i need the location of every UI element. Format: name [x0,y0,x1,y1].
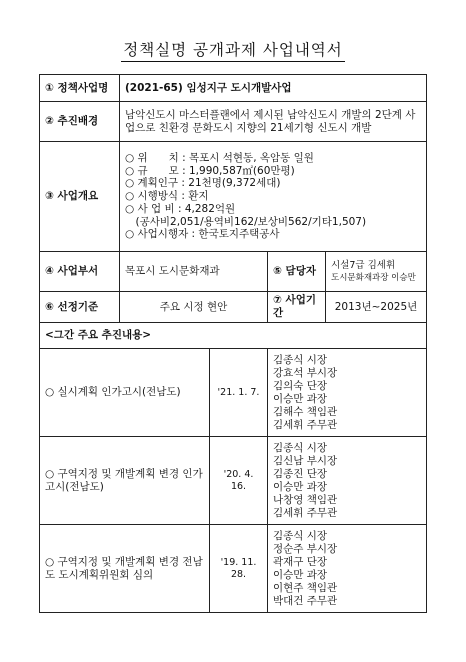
project-table [39,74,427,613]
manager-line: 도시문화재과장 이승만 [331,272,416,283]
document-title: 정책실명 공개과제 사업내역서 [0,38,466,60]
person: 이현주 책임관 [273,581,338,594]
criteria-label: ⑥ 선정기준 [40,292,120,323]
person: 이승만 과장 [273,480,328,493]
progress-date: '19. 11. 28. [210,525,268,613]
person: 강효석 부시장 [273,366,338,379]
progress-date: '21. 1. 7. [210,349,268,437]
progress-people [268,525,427,613]
person: 이승만 과장 [273,392,328,405]
person: 김종식 시장 [273,529,328,542]
overview-line: ○ 계획인구 : 21천명(9,372세대) [125,177,281,190]
overview-line: ○ 위 치 : 목포시 석현동, 옥암동 일원 [125,151,314,164]
overview-line: (공사비2,051/용역비162/보상비562/기타1,507) [125,215,367,228]
person: 김세휘 주무관 [273,506,338,519]
criteria-value: 주요 시정 현안 [120,292,268,323]
overview-line: ○ 규 모 : 1,990,587㎡(60만평) [125,164,295,177]
person: 박대건 주무관 [273,594,338,607]
person: 나창영 책임관 [273,493,338,506]
person: 김종식 시장 [273,441,328,454]
person: 곽재구 단장 [273,555,328,568]
dept-label: ④ 사업부서 [40,252,120,292]
progress-desc: ○ 실시계획 인가고시(전남도) [40,349,210,437]
progress-people [268,437,427,525]
person: 김종식 시장 [273,353,328,366]
overview-label: ③ 사업개요 [40,142,120,252]
project-name-label: ① 정책사업명 [40,75,120,102]
progress-header: <그간 주요 추진내용> [40,323,427,349]
overview-line: ○ 사 업 비 : 4,282억원 [125,202,236,215]
person: 김의숙 단장 [273,379,328,392]
manager-label: ⑤ 담당자 [268,252,326,292]
progress-people [268,349,427,437]
person: 이승만 과장 [273,568,328,581]
overview-line: ○ 사업시행자 : 한국토지주택공사 [125,228,280,241]
background-label: ② 추진배경 [40,102,120,142]
background-value: 남악신도시 마스터플랜에서 제시된 남악신도시 개발의 2단계 사업으로 친환경 문화도시 지향의 21세기형 신도시 개발 [120,102,427,142]
overview-value [120,142,427,252]
manager-value [326,252,427,292]
person: 김신남 부시장 [273,454,338,467]
person: 김세휘 주무관 [273,418,338,431]
period-label: ⑦ 사업기간 [268,292,326,323]
project-name-value: (2021-65) 임성지구 도시개발사업 [120,75,427,102]
manager-line: 시설7급 김세휘 [331,259,396,271]
progress-desc: ○ 구역지정 및 개발계획 변경 전남도 도시계획위원회 심의 [40,525,210,613]
person: 정순주 부시장 [273,542,338,555]
period-value: 2013년~2025년 [326,292,427,323]
overview-line: ○ 시행방식 : 환지 [125,190,209,203]
person: 김해수 책임관 [273,405,338,418]
person: 김종진 단장 [273,467,328,480]
dept-value: 목포시 도시문화재과 [120,252,268,292]
progress-date: '20. 4. 16. [210,437,268,525]
progress-desc: ○ 구역지정 및 개발계획 변경 인가고시(전남도) [40,437,210,525]
